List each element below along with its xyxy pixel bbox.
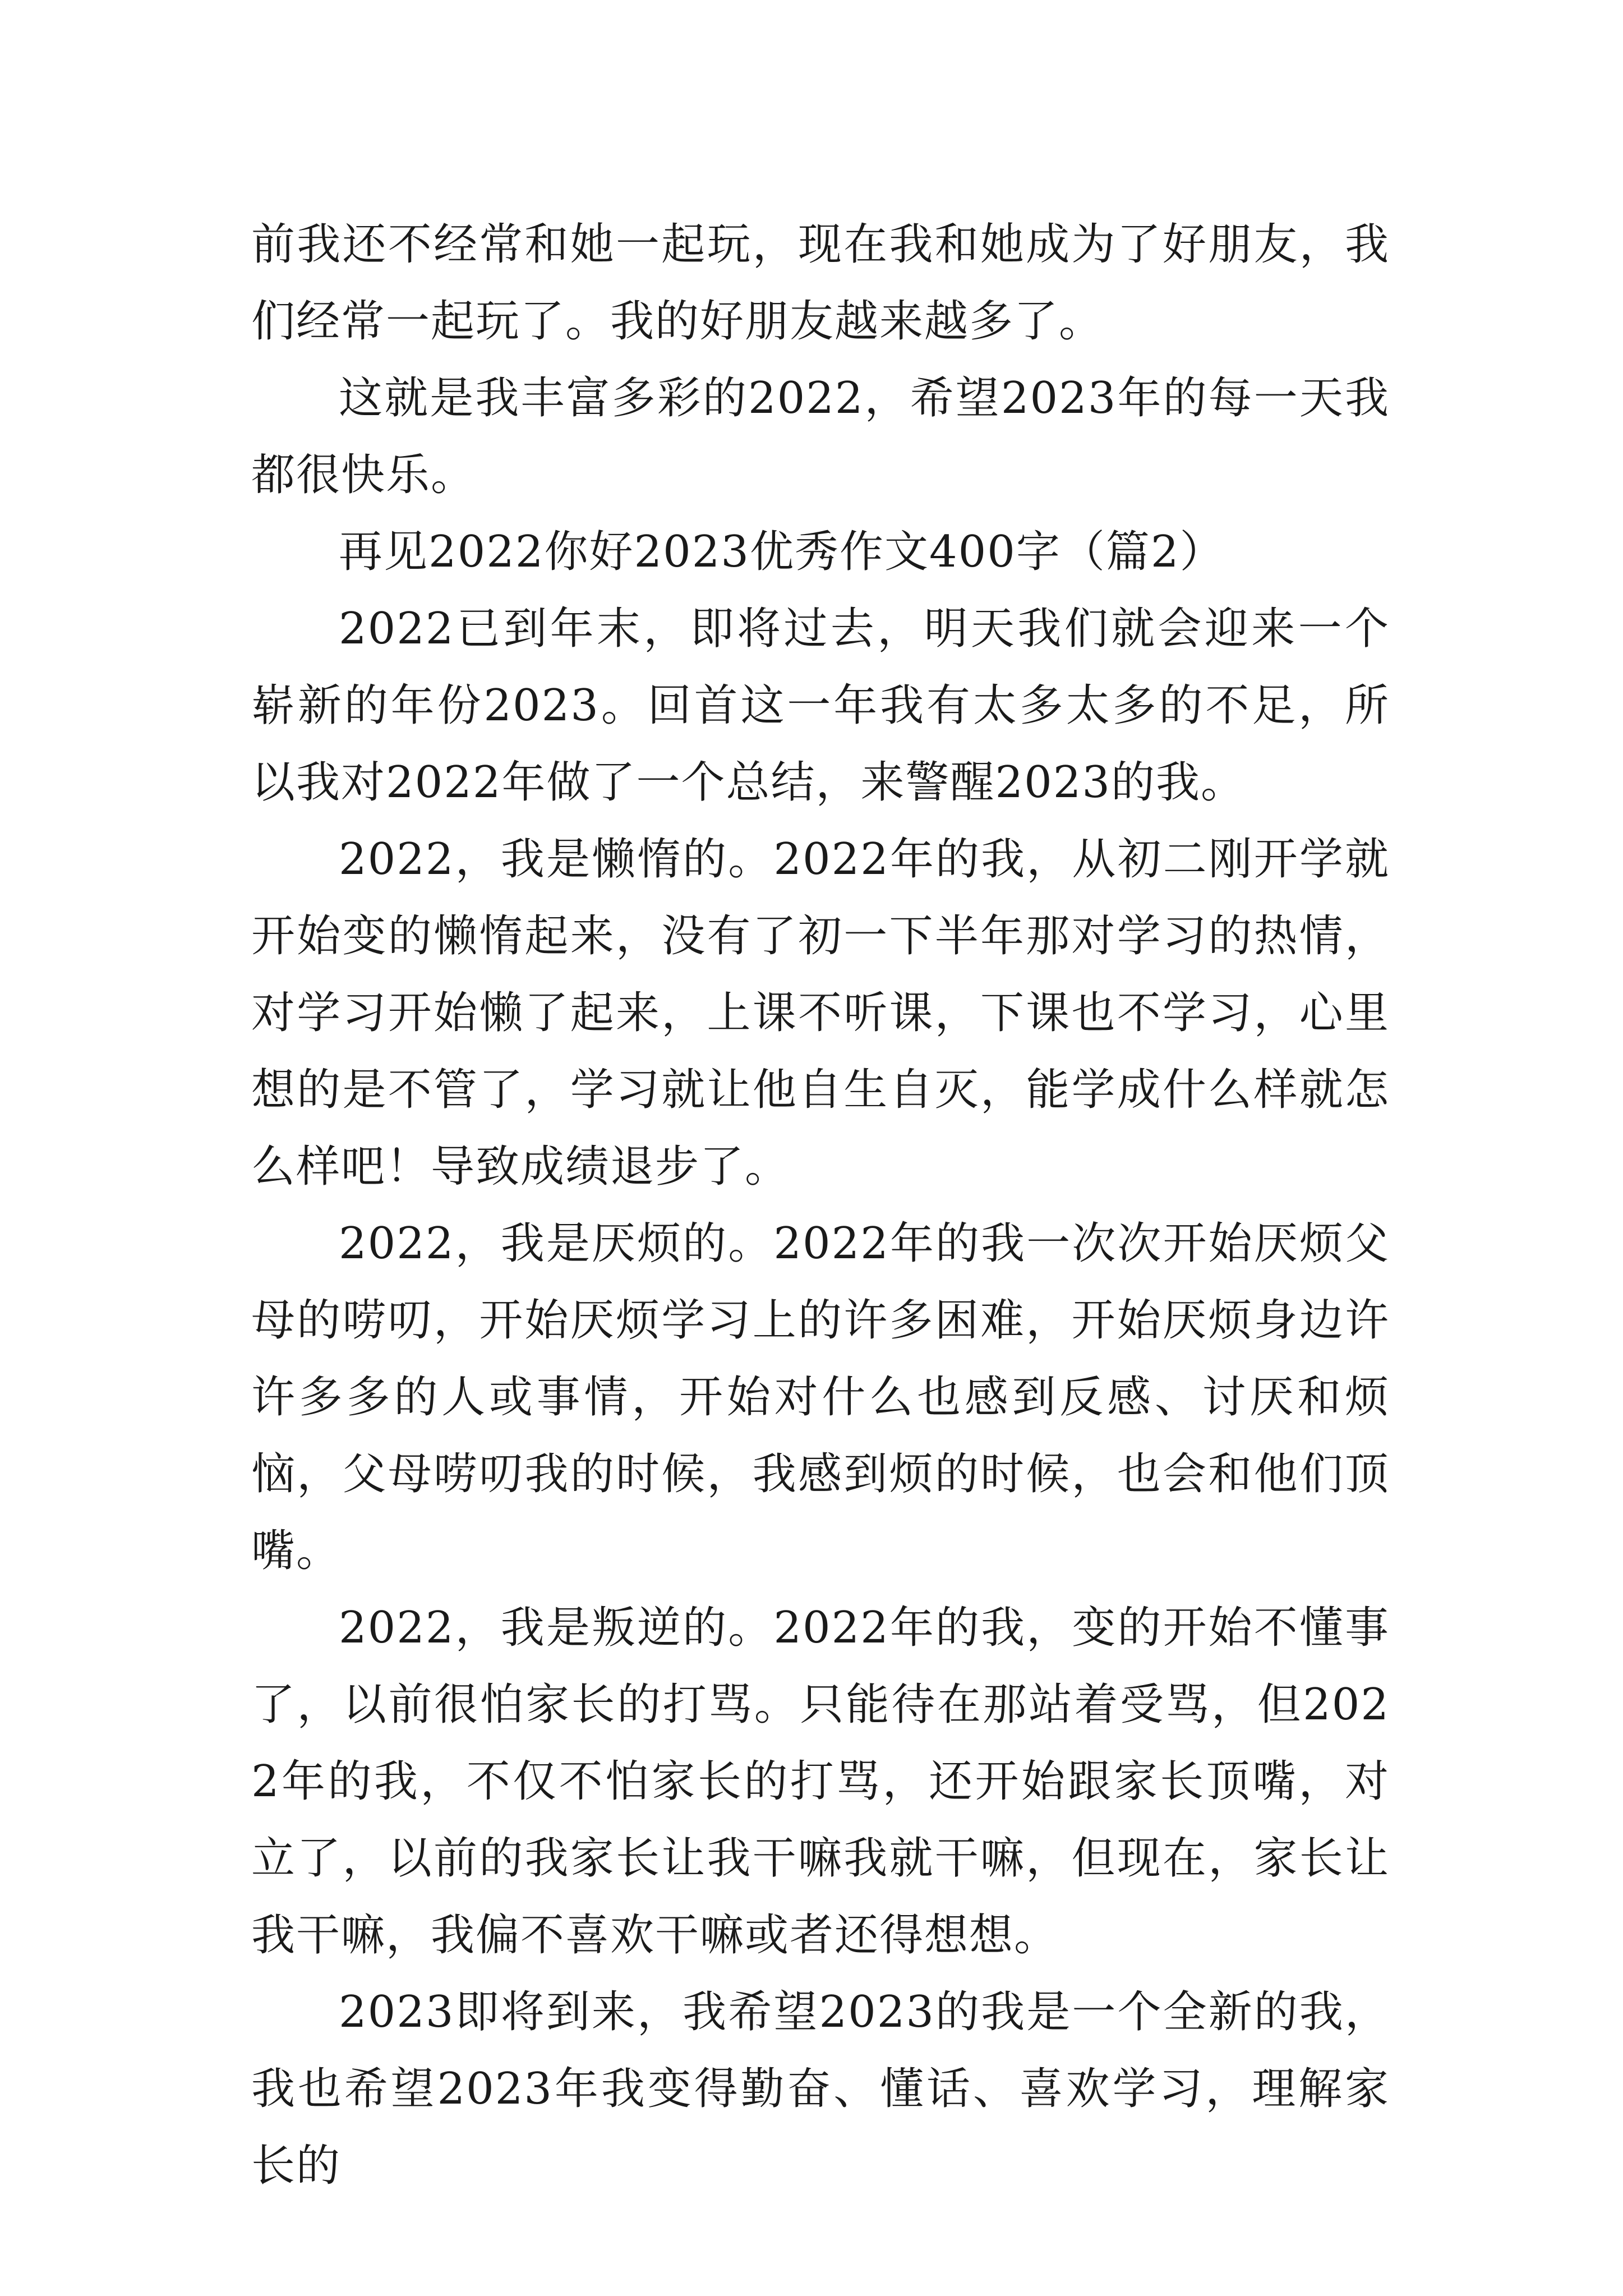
paragraph-annoyed: 2022，我是厌烦的。2022年的我一次次开始厌烦父母的唠叨，开始厌烦学习上的许多困难，开始厌烦身边许许多多的人或事情，开始对什么也感到反感、讨厌和烦恼，父母唠叨我的时候，我感到烦的时候，也会和他们顶嘴。	[251, 1218, 1390, 1576]
paragraph-rebellious: 2022，我是叛逆的。2022年的我，变的开始不懂事了，以前很怕家长的打骂。只能待在那站着受骂，但2022年的我，不仅不怕家长的打骂，还开始跟家长顶嘴，对立了，以前的我家长让我干嘛我就干嘛，但现在，家长让我干嘛，我偏不喜欢干嘛或者还得想想。	[251, 1603, 1390, 1961]
paragraph-hope: 2023即将到来，我希望2023的我是一个全新的我，我也希望2023年我变得勤奋、懂话、喜欢学习，理解家长的	[251, 1987, 1390, 2191]
paragraph-intro: 2022已到年末，即将过去，明天我们就会迎来一个崭新的年份2023。回首这一年我有太多太多的不足，所以我对2022年做了一个总结，来警醒2023的我。	[251, 604, 1390, 808]
essay-heading: 再见2022你好2023优秀作文400字（篇2）	[339, 527, 1225, 577]
paragraph-lazy: 2022，我是懒惰的。2022年的我，从初二刚开学就开始变的懒惰起来，没有了初一下半年那对学习的热情，对学习开始懒了起来，上课不听课，下课也不学习，心里想的是不管了，学习就让他自生自灭，能学成什么样就怎么样吧！导致成绩退步了。	[251, 834, 1390, 1192]
document-body	[251, 206, 1390, 2205]
paragraph-continuation: 前我还不经常和她一起玩，现在我和她成为了好朋友，我们经常一起玩了。我的好朋友越来越多了。	[251, 219, 1390, 347]
paragraph-summary: 这就是我丰富多彩的2022，希望2023年的每一天我都很快乐。	[251, 373, 1390, 500]
